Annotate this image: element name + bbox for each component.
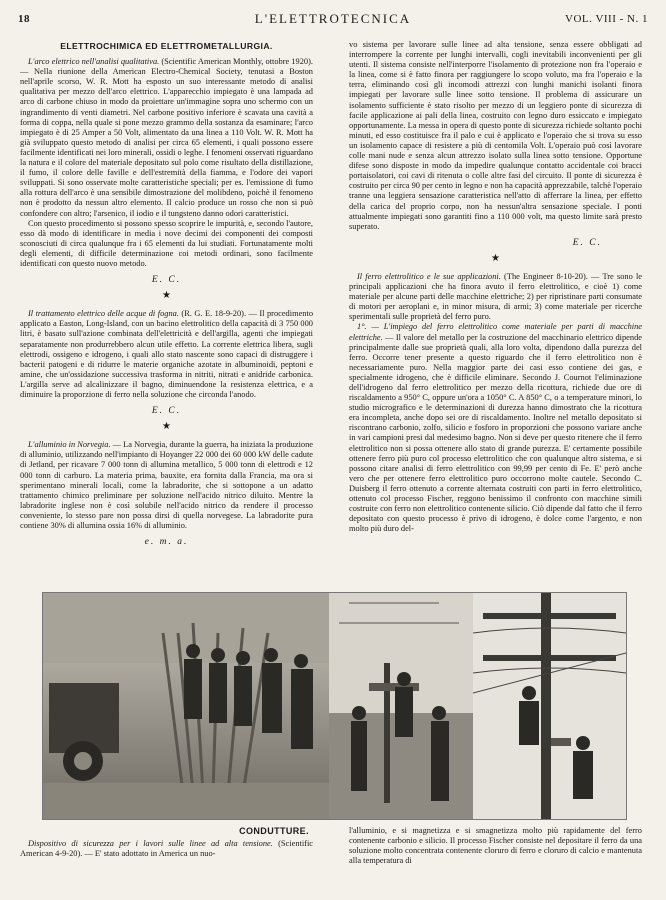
- article-title-alluminio: L'alluminio in Norvegia.: [28, 440, 111, 450]
- article-arco-elettrico: [20, 57, 313, 219]
- subsection-body-ferro-1: — Il valore del metallo per la costruzione del macchinario elettrico dipende principalmente dalle sue proprietà quali, alla loro volta, dipendono dalla purezza del ferro. Occorre tener presente a questo riguardo che il ferro elettrolitico non è necessariamente puro. Nella maggior parte dei casi esso contiene dei gas, e specialmente idrogeno, che è difficile eliminare. Secondo J. Cournot l'eliminazione dell'idrogeno dal ferro elettrolitico per mezzo della ricottura, richiede due ore di riscaldamento a 950° C, oppure un'ora a 1050° C. A 850° C, o a temperature minori, lo studio micrografico e le determinazioni di durezza hanno dimostrato che la ricottura era incompleta, anche dopo sei ore di riscaldamento. Inoltre nel metallo depositato si riscontrano carbonio, zolfo, silicio e fosforo in proporzioni che possono variare anche in vari campioni presi dal medesimo bagno. Non si deve per questo ritenere che il ferro elettrolitico non si possa ottenere allo stato di grande purezza. E' certamente possibile ottenere ferro più puro col processo elettrolitico che con qualunque altro sistema, e si possono citare analisi di ferro elettrolitico con 99,99 per cento di Fe. E' però anche vero che per ottenere ferro elettrolitico puro occorrono molte cautele. Secondo C. Duisberg il ferro ottenuto a corrente alternata costruiti con parti in ferro elettrolitico, ottenuto col processo Fischer, reggono benissimo il confronto con macchine simili costruite con ferro non elettrolitico contenente silicio. Ciò dipende dal fatto che il ferro depositato con questo processo è privo di idrogeno, è dolce come l'argento, e non molto più duro del-: [349, 332, 642, 534]
- photo-worker-on-platform: [329, 593, 473, 819]
- page-header: [18, 9, 648, 29]
- photo-group-of-workers: [43, 593, 329, 819]
- page-number: 18: [18, 13, 30, 25]
- article-title-ferro: Il ferro elettrolitico e le sue applicazioni.: [357, 271, 501, 281]
- photo-strip: [42, 592, 627, 820]
- article-body-arco-2: Con questo procedimento si possono spesso scoprire le impurità, e, secondo l'autore, esso dà modo di identificare in media i nove decimi dei componenti dei composti sconosciuti di circa qualunque fra i 65 elementi da lui studiati. Fortunatamente molti degli elementi, di difficile determinazione coi metodi ordinari, sono facilmente identificati con questo nuovo metodo.: [20, 218, 313, 268]
- photo-lineman-illustration: [473, 593, 626, 819]
- volume-issue: VOL. VIII - N. 1: [565, 13, 648, 25]
- article-body-alluminio: — La Norvegia, durante la guerra, ha iniziata la produzione di alluminio, utilizzando nell'impianto di Hoyanger 22 000 dei 60 000 kW delle cadute di Jetland, per ricavare 7 000 tonn di allumina metallico, 5 000 tonn di elettrodi e 12 000 tonn di carburo. La materia prima, bauxite, era fornita dalla Francia, ma ora si sperimentano minerali locali, come la labradorite, che si sottopone a un adatto trattamento chimico preliminare per soluzione nell'acido nitrico diluito. Mentre la labradorite inglese non è così solubile nell'acido nitrico da rendere il processo conveniente, lo stesso pare non possa dirsi di quella norvegese. La labradorite pura contiene 30% di allumina ossia 16% di alluminio.: [20, 440, 313, 531]
- separator-star-3: ★: [491, 252, 500, 264]
- article-alluminio-norvegia: [20, 440, 313, 531]
- section-title-condutture: CONDUTTURE.: [239, 826, 309, 836]
- photo-workers-illustration: [43, 593, 329, 819]
- signature-ec-2: E. C.: [151, 406, 182, 417]
- article-dispositivo-sicurezza: [20, 839, 313, 859]
- article-title-arco: L'arco elettrico nell'analisi qualitativa.: [28, 57, 160, 67]
- left-column: [20, 40, 313, 553]
- separator-star-2: ★: [162, 421, 171, 433]
- separator-star-1: ★: [162, 290, 171, 302]
- article-ferro-section-1: [349, 322, 642, 534]
- journal-title: L'ELETTROTECNICA: [254, 11, 412, 26]
- signature-ec-1: E. C.: [151, 275, 182, 286]
- right-column: [349, 40, 642, 534]
- article-body-ferro-continued: l'alluminio, e si magnetizza e si smagnetizza molto più rapidamente del ferro contenente carbonio e silicio. Il processo Fischer consiste nel depositare il ferro da una soluzione molto concentrata contenente cloruro di ferro e cloruro di calcio e mantenuta alla temperatura di: [349, 826, 642, 866]
- article-body-dispositivo: (Scientific American 4-9-20). — E' stato adottato in America un nuo-: [20, 839, 313, 859]
- article-body-arco: (Scientific American Monthly, ottobre 1920). — Nella riunione della American Electro-Chemical Society, tenutasi a Boston nell'aprile scorso, W. R. Mott ha esposto un suo interessante metodo di analisi qualitativa per mezzo dell'arco elettrico. L'apparecchio impiegato è una lampada ad arco di carbone chiuso in modo da proiettare un'immagine sopra uno schermo con un ingrandimento di venti diametri. Nel carbone positivo inferiore è scavata una cavità a forma di coppa, nella quale si pone mezzo grammo della sostanza da esaminare; l'arco impiegato è di 25 Amper a 50 Volt, alimentato da una linea a 110 Volt. W. R. Mott ha già sviluppato questo metodo di analisi per circa 65 elementi, i quali possono essere facilmente identificati nei loro minerali, ossidi o leghe. I fenomeni osservati riguardano la natura e il colore del materiale depositato sul polo come risultato della distillazione, il fumo, il colore delle faville e dell'estremità della fiamma, e l'odore dei vapori sviluppati. Si sono osservate molte caratteristiche speciali; per es. l'emissione di fumo alla rottura dell'arco è una sensibile dimostrazione del molibdeno, poichè il fenomeno non è prodotto da nessun altro elemento. Il calcio produce un rosso che non si può confondere con altro; l'arsenico, il iodio e il tungsteno danno odori caratteristici.: [20, 57, 313, 218]
- bottom-left-column: [20, 826, 313, 859]
- article-body-fogna: (R. G. E. 18-9-20). — Il procedimento applicato a Easton, Long-Island, con un bacino elettrolitico della capacità di 3 750 000 litri, è basato sull'azione combinata dell'elettricità e dell'argilla, agenti che impiegati separatamente non produrrebbero alcun utile effetto. La corrente elettrica libera, sugli elettrodi, ossigeno e idrogeno, i quali allo stato nascente sono capaci di distruggere i bacterii patogeni e di ridurre le materie organiche azotate in albuminoidi, peptoni e amine, che un'ossidazione successiva trasforma in nitriti, nitrati e anidride carbonica. L'argilla serve ad alcalinizzare il bagno, diminuendone la resistenza elettrica, e a diminuire la proporzione di ferro nella soluzione che circonda l'anodo.: [20, 309, 314, 399]
- subsection-title-ferro-1: 1°. — L'impiego del ferro elettrolitico come materiale per parti di macchine elettriche.: [349, 322, 642, 342]
- photo-lineman-on-pole: [473, 593, 626, 819]
- article-continuation-sicurezza: vo sistema per lavorare sulle linee ad alta tensione, senza essere obbligati ad interrompere la corrente per lunghi intervalli, cogli inevitabili inconvenienti per gli utenti. Il sistema consiste nell'interporre l'isolamento di protezione non fra l'operaio e la linea, come si è fatto finora per raggiungere lo scopo voluto, ma fra l'operaio e la terra, eliminando così gli incomodi attrezzi con lunghi manichi isolanti finora impiegati per lavorare sulle linee sotto tensione. Il problema di assicurare un isolamento sufficiente è stato risolto per mezzo di un leggiero ponte di sicurezza di facile applicazione ai pali della linea, costruito con legno duro essiccato e impiegato opportunamente. La messa in opera di questo ponte di sicurezza richiede soltanto pochi minuti, ed esso costituisce fra il palo e cui è applicato e l'operaio che si trova su esso un isolamento capace di resistere a più di centomila Volt. L'operaio può così lavorare colle mani nude e senza alcun attrezzo isolato sulla linea sotto tensione. Opportune difese sono disposte in modo da impedire qualunque contatto accidentale coi bracci portaisolatori, coi cavi di ritenuta o colle altre fasi del circuito. Il ponte di sicurezza è costruito per circa 90 per cento in legno e non ha capacità apprezzabile, talchè l'operaio tranne una leggiera sensazione caratteristica nell'atto di afferrare la linea, per effetto della carica del proprio corpo, non ha nessun'altra sensazione speciale. I ponti attualmente impiegati sono garantiti fino a 110 000 volt, ma questo limite sarà presto superato.: [349, 40, 642, 231]
- photo-platform-illustration: [329, 593, 473, 819]
- article-title-dispositivo: Dispositivo di sicurezza per i lavori sulle linee ad alta tensione.: [28, 839, 273, 849]
- article-acque-fogna: [20, 309, 313, 400]
- bottom-right-column: [349, 826, 642, 866]
- signature-ec-3: E. C.: [572, 237, 602, 248]
- article-title-fogna: Il trattamento elettrico delle acque di fogna.: [28, 309, 179, 319]
- signature-ema: e. m. a.: [144, 537, 189, 548]
- section-title-elettrochimica: ELETTROCHIMICA ED ELETTROMETALLURGIA.: [60, 41, 273, 51]
- article-body-ferro: (The Engineer 8-10-20). — Tre sono le principali applicazioni che ha finora avuto il ferro elettrolitico, e cioè 1) come materiale per alcune parti delle macchine elettriche; 2) per ripristinare parti consumate di motori per aeroplani e, in minor misura, di armi; 3) come materiale per ricerche sperimentali sulle proprietà del ferro puro.: [349, 271, 643, 322]
- article-ferro-elettrolitico: [349, 272, 642, 322]
